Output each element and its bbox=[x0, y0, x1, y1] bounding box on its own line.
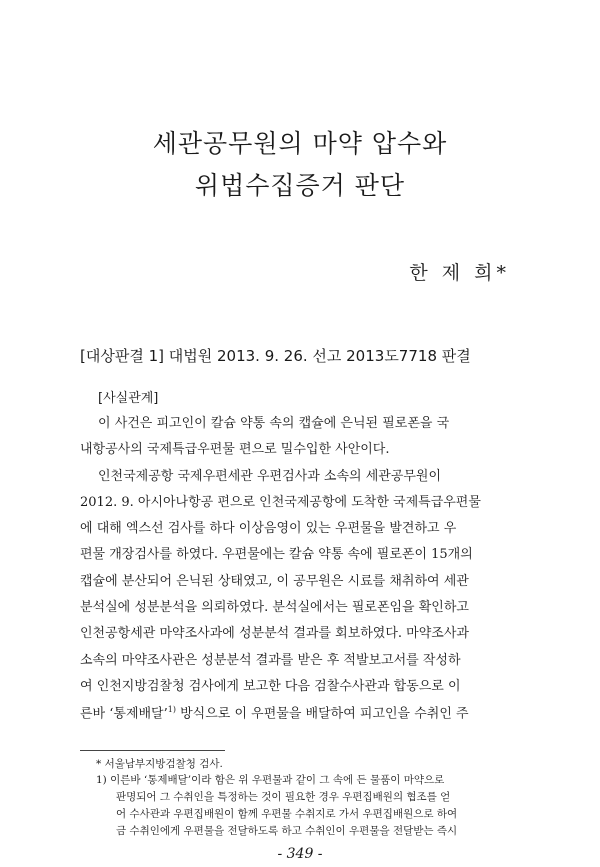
body-text-span: 방식으로 이 우편물을 배달하여 피고인을 수취인 주 bbox=[175, 706, 469, 722]
footnote-separator bbox=[80, 750, 225, 751]
footnote-line: 1) 이른바 ‘통제배달’이라 함은 위 우편물과 같이 그 속에 든 물품이 마약으로 bbox=[96, 774, 445, 786]
body-line: 여 인천지방검찰청 검사에게 보고한 다음 검찰수사관과 합동으로 이 bbox=[80, 679, 461, 694]
body-line bbox=[80, 706, 469, 720]
footnote-marker-1[interactable]: 1) bbox=[167, 705, 176, 714]
body-line: 내항공사의 국제특급우편물 편으로 밀수입한 사안이다. bbox=[80, 442, 390, 457]
body-text-span: 른바 ‘통제배달’ bbox=[80, 706, 168, 722]
title-line-2: 위법수집증거 판단 bbox=[194, 171, 406, 200]
body-line: 인천공항세관 마약조사과에 성분분석 결과를 회보하였다. 마약조사과 bbox=[80, 626, 469, 641]
body-line: 편물 개장검사를 하였다. 우편물에는 칼슘 약통 속에 필로폰이 15개의 bbox=[80, 547, 473, 562]
body-line: 에 대해 엑스선 검사를 하다 이상음영이 있는 우편물을 발견하고 우 bbox=[80, 521, 457, 536]
body-line: 캡슐에 분산되어 은닉된 상태였고, 이 공무원은 시료를 채취하여 세관 bbox=[80, 574, 469, 589]
footnote-line: 금 수취인에게 우편물을 전달하도록 하고 수취인이 우편물을 전달받는 즉시 bbox=[116, 825, 458, 837]
body-line: 소속의 마약조사관은 성분분석 결과를 받은 후 적발보고서를 작성하 bbox=[80, 653, 461, 668]
body-line: 2012. 9. 아시아나항공 편으로 인천국제공항에 도착한 국제특급우편물 bbox=[80, 495, 481, 510]
page-number: - 349 - bbox=[277, 846, 323, 862]
body-line: 이 사건은 피고인이 칼슘 약통 속의 캡슐에 은닉된 필로폰을 국 bbox=[98, 416, 450, 431]
case-heading: [대상판결 1] 대법원 2013. 9. 26. 선고 2013도7718 판결 bbox=[80, 347, 471, 365]
footnote-line: 판명되어 그 수취인을 특정하는 것이 필요한 경우 우편집배원의 협조를 얻 bbox=[116, 791, 451, 803]
footnote-author: * 서울남부지방검찰청 검사. bbox=[96, 758, 223, 770]
footnote-line: 어 수사관과 우편집배원이 함께 우편물 수취지로 가서 우편집배원으로 하여 bbox=[116, 808, 458, 820]
section-label-facts: [사실관계] bbox=[98, 391, 159, 406]
title-line-1: 세관공무원의 마약 압수와 bbox=[152, 129, 448, 158]
body-line: 분석실에 성분분석을 의뢰하였다. 분석실에서는 필로폰임을 확인하고 bbox=[80, 600, 469, 615]
author-name: 한 제 희* bbox=[409, 262, 510, 284]
body-line: 인천국제공항 국제우편세관 우편검사과 소속의 세관공무원이 bbox=[98, 469, 442, 484]
